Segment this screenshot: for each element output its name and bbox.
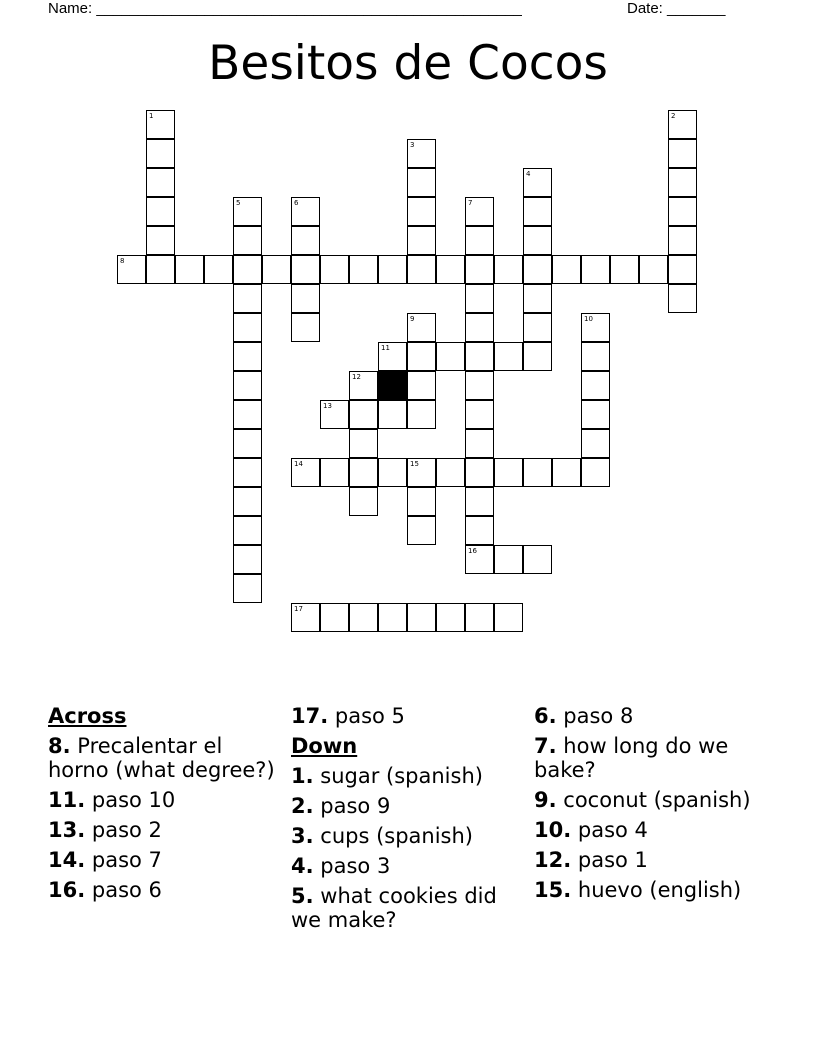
crossword-cell[interactable]: [233, 342, 262, 371]
crossword-cell[interactable]: [407, 458, 436, 487]
crossword-cell[interactable]: [523, 226, 552, 255]
crossword-cell[interactable]: [378, 342, 407, 371]
crossword-cell[interactable]: [465, 545, 494, 574]
crossword-cell[interactable]: [233, 400, 262, 429]
crossword-cell[interactable]: [465, 284, 494, 313]
clue-number: 13: [323, 402, 332, 410]
clue-number: 1: [149, 112, 154, 120]
clue-down-15: 15. huevo (english): [534, 878, 742, 902]
crossword-cell[interactable]: [349, 255, 378, 284]
name-label: Name: ___________________________________________________: [48, 0, 522, 17]
crossword-cell[interactable]: [494, 458, 523, 487]
crossword-cell[interactable]: [639, 255, 668, 284]
crossword-cell[interactable]: [668, 110, 697, 139]
crossword-cell[interactable]: [523, 545, 552, 574]
crossword-cell[interactable]: [407, 400, 436, 429]
crossword-cell[interactable]: [146, 168, 175, 197]
crossword-cell[interactable]: [233, 429, 262, 458]
crossword-cell[interactable]: [465, 429, 494, 458]
clue-down-5: 5. what cookies did we make?: [291, 884, 497, 932]
clue-number: 10: [584, 315, 593, 323]
crossword-cell[interactable]: [668, 168, 697, 197]
crossword-cell[interactable]: [436, 342, 465, 371]
clue-number: 9: [410, 315, 415, 323]
crossword-cell[interactable]: [407, 371, 436, 400]
crossword-cell[interactable]: [668, 139, 697, 168]
crossword-cell[interactable]: [291, 284, 320, 313]
crossword-cell[interactable]: [320, 255, 349, 284]
crossword-cell[interactable]: [233, 226, 262, 255]
crossword-cell[interactable]: [407, 197, 436, 226]
crossword-cell[interactable]: [204, 255, 233, 284]
crossword-cell[interactable]: [407, 139, 436, 168]
crossword-cell[interactable]: [407, 313, 436, 342]
crossword-cell[interactable]: [407, 226, 436, 255]
crossword-cell[interactable]: [552, 255, 581, 284]
crossword-cell[interactable]: [581, 429, 610, 458]
clue-down-12: 12. paso 1: [534, 848, 648, 872]
clues-column-2: [291, 704, 521, 938]
crossword-cell[interactable]: [581, 458, 610, 487]
crossword-cell[interactable]: [233, 313, 262, 342]
crossword-cell[interactable]: [233, 574, 262, 603]
clue-number: 6: [294, 199, 299, 207]
crossword-cell[interactable]: [320, 458, 349, 487]
clues-column-1: [48, 704, 278, 908]
crossword-cell[interactable]: [233, 255, 262, 284]
crossword-cell[interactable]: [465, 313, 494, 342]
crossword-cell[interactable]: [581, 342, 610, 371]
crossword-cell[interactable]: [146, 226, 175, 255]
crossword-cell[interactable]: [494, 255, 523, 284]
crossword-cell[interactable]: [581, 255, 610, 284]
crossword-cell[interactable]: [146, 139, 175, 168]
crossword-cell[interactable]: [291, 603, 320, 632]
crossword-cell[interactable]: [523, 197, 552, 226]
crossword-cell[interactable]: [407, 168, 436, 197]
crossword-cell[interactable]: [465, 197, 494, 226]
clue-number: 14: [294, 460, 303, 468]
crossword-cell[interactable]: [349, 400, 378, 429]
crossword-cell[interactable]: [378, 400, 407, 429]
crossword-cell[interactable]: [523, 255, 552, 284]
crossword-cell[interactable]: [175, 255, 204, 284]
crossword-cell[interactable]: [523, 168, 552, 197]
crossword-cell[interactable]: [146, 110, 175, 139]
clue-number: 12: [352, 373, 361, 381]
clue-number: 5: [236, 199, 241, 207]
crossword-cell[interactable]: [320, 400, 349, 429]
crossword-cell[interactable]: [581, 400, 610, 429]
clue-down-7: 7. how long do we bake?: [534, 734, 729, 782]
crossword-cell[interactable]: [465, 255, 494, 284]
crossword-cell[interactable]: [523, 342, 552, 371]
clue-down-6: 6. paso 8: [534, 704, 634, 728]
crossword-cell[interactable]: [320, 603, 349, 632]
crossword-cell[interactable]: [233, 284, 262, 313]
clue-across-17: 17. paso 5: [291, 704, 405, 728]
crossword-cell[interactable]: [233, 516, 262, 545]
crossword-cell[interactable]: [291, 313, 320, 342]
crossword-cell[interactable]: [117, 255, 146, 284]
crossword-cell[interactable]: [668, 284, 697, 313]
clue-down-2: 2. paso 9: [291, 794, 391, 818]
crossword-cell[interactable]: [610, 255, 639, 284]
clue-down-9: 9. coconut (spanish): [534, 788, 751, 812]
crossword-black-cell: [378, 371, 407, 400]
crossword-cell[interactable]: [668, 226, 697, 255]
crossword-cell[interactable]: [465, 400, 494, 429]
crossword-cell[interactable]: [349, 458, 378, 487]
crossword-cell[interactable]: [233, 197, 262, 226]
crossword-cell[interactable]: [407, 255, 436, 284]
down-heading: Down: [291, 734, 358, 758]
clue-number: 4: [526, 170, 531, 178]
date-label: Date: _______: [627, 0, 726, 17]
crossword-cell[interactable]: [146, 255, 175, 284]
crossword-cell[interactable]: [407, 603, 436, 632]
clue-across-8: 8. Precalentar el horno (what degree?): [48, 734, 275, 782]
crossword-cell[interactable]: [378, 603, 407, 632]
crossword-cell[interactable]: [465, 371, 494, 400]
crossword-cell[interactable]: [233, 487, 262, 516]
crossword-cell[interactable]: [291, 226, 320, 255]
clue-number: 15: [410, 460, 419, 468]
clue-down-1: 1. sugar (spanish): [291, 764, 483, 788]
crossword-cell[interactable]: [436, 255, 465, 284]
clue-across-14: 14. paso 7: [48, 848, 162, 872]
clue-number: 3: [410, 141, 415, 149]
crossword-cell[interactable]: [494, 342, 523, 371]
crossword-cell[interactable]: [523, 284, 552, 313]
crossword-cell[interactable]: [581, 313, 610, 342]
crossword-cell[interactable]: [378, 458, 407, 487]
crossword-cell[interactable]: [494, 603, 523, 632]
crossword-cell[interactable]: [465, 342, 494, 371]
crossword-cell[interactable]: [349, 429, 378, 458]
crossword-cell[interactable]: [668, 197, 697, 226]
clue-number: 17: [294, 605, 303, 613]
crossword-cell[interactable]: [465, 603, 494, 632]
crossword-cell[interactable]: [407, 487, 436, 516]
crossword-cell[interactable]: [465, 516, 494, 545]
crossword-cell[interactable]: [233, 545, 262, 574]
clue-down-4: 4. paso 3: [291, 854, 391, 878]
crossword-cell[interactable]: [581, 371, 610, 400]
crossword-cell[interactable]: [436, 603, 465, 632]
crossword-cell[interactable]: [552, 458, 581, 487]
crossword-cell[interactable]: [291, 255, 320, 284]
clue-down-10: 10. paso 4: [534, 818, 648, 842]
crossword-cell[interactable]: [465, 487, 494, 516]
clue-across-16: 16. paso 6: [48, 878, 162, 902]
crossword-cell[interactable]: [349, 371, 378, 400]
crossword-cell[interactable]: [233, 458, 262, 487]
crossword-cell[interactable]: [465, 226, 494, 255]
crossword-cell[interactable]: [407, 516, 436, 545]
clue-number: 7: [468, 199, 473, 207]
clue-across-13: 13. paso 2: [48, 818, 162, 842]
crossword-cell[interactable]: [233, 371, 262, 400]
clue-number: 8: [120, 257, 125, 265]
crossword-cell[interactable]: [436, 458, 465, 487]
clue-down-3: 3. cups (spanish): [291, 824, 474, 848]
crossword-cell[interactable]: [523, 313, 552, 342]
puzzle-title: Besitos de Cocos: [208, 36, 608, 91]
clue-number: 16: [468, 547, 477, 555]
crossword-cell[interactable]: [465, 458, 494, 487]
crossword-cell[interactable]: [349, 603, 378, 632]
clue-number: 2: [671, 112, 676, 120]
clue-across-11: 11. paso 10: [48, 788, 176, 812]
crossword-cell[interactable]: [291, 197, 320, 226]
crossword-cell[interactable]: [407, 342, 436, 371]
clues-column-3: [534, 704, 764, 908]
crossword-cell[interactable]: [494, 545, 523, 574]
crossword-cell[interactable]: [668, 255, 697, 284]
crossword-cell[interactable]: [146, 197, 175, 226]
crossword-cell[interactable]: [523, 458, 552, 487]
across-heading: Across: [48, 704, 127, 728]
crossword-cell[interactable]: [349, 487, 378, 516]
crossword-cell[interactable]: [262, 255, 291, 284]
crossword-cell[interactable]: [291, 458, 320, 487]
crossword-cell[interactable]: [378, 255, 407, 284]
clue-number: 11: [381, 344, 390, 352]
